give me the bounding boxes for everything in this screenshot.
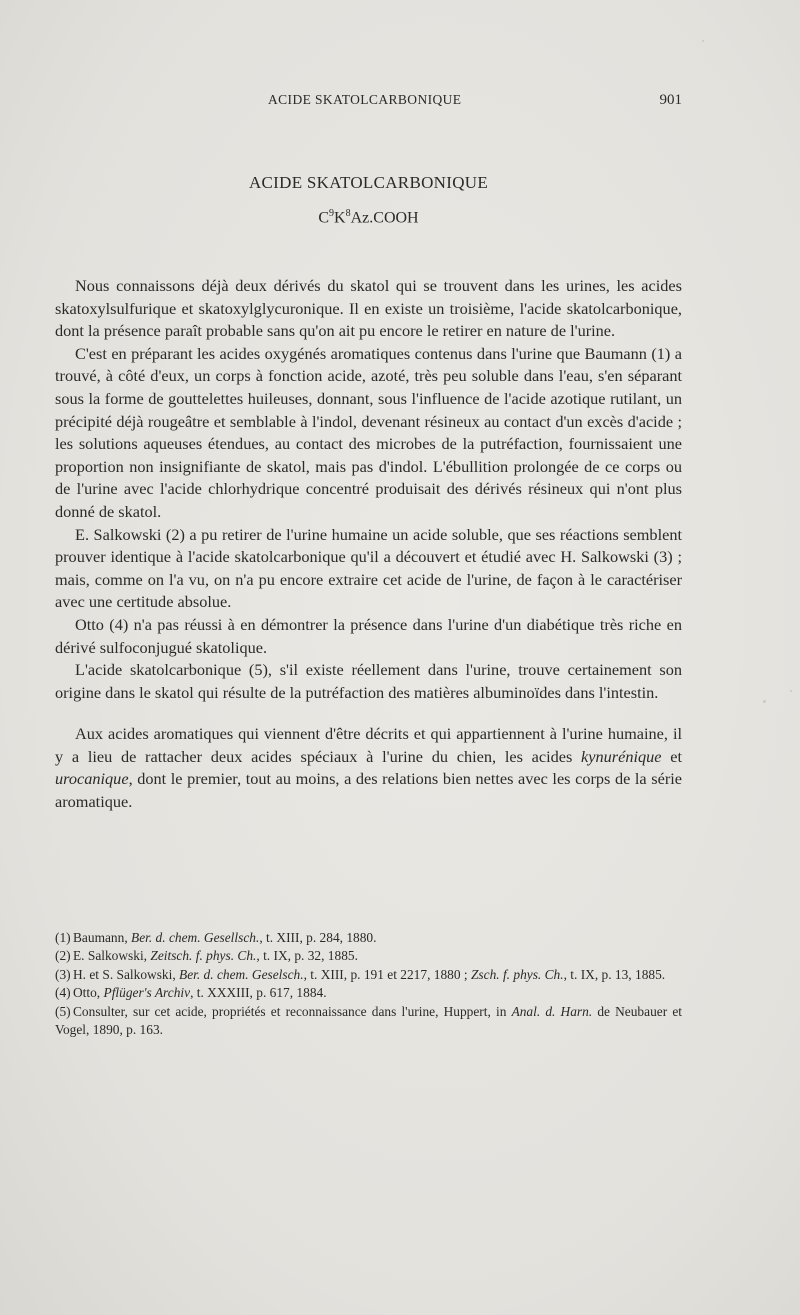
running-head-title: ACIDE SKATOLCARBONIQUE <box>268 92 462 107</box>
footnote-5: (5) Consulter, sur cet acide, propriétés et reconnaissance dans l'urine, Huppert, in Anal. d. Harn. de Neubauer et Vogel, 1890, p. 163. <box>55 1003 682 1038</box>
paragraph-2: C'est en préparant les acides oxygénés aromatiques contenus dans l'urine que Baumann (1) a trouvé, à côté d'eux, un corps à fonction acide, azoté, très peu soluble dans l'eau, s'en séparant sous la forme de gouttelettes huileuses, donnant, sous l'influence de l'acide azotique rutilant, un précipité déjà rougeâtre et semblable à l'indol, devenant résineux au contact d'un excès d'acide ; les solutions aqueuses étendues, au contact des microbes de la putréfaction, fournissaient une proportion non insignifiante de skatol, mais pas d'indol. L'ébullition prolongée de ce corps ou de l'urine avec l'acide chlorhydrique concentré produisait des dérivés résineux qui n'ont plus donné de skatol. <box>55 343 682 521</box>
article-title: ACIDE SKATOLCARBONIQUE <box>248 173 489 192</box>
footnote-3: (3) H. et S. Salkowski, Ber. d. chem. Geselsch., t. XIII, p. 191 et 2217, 1880 ; Zsch. f. phys. Ch., t. IX, p. 13, 1885. <box>55 966 666 982</box>
paragraph-5: L'acide skatolcarbonique (5), s'il existe réellement dans l'urine, trouve certainement son origine dans le skatol qui résulte de la putréfaction des matières albuminoïdes dans l'intestin. <box>55 660 682 702</box>
footnote-4: (4) Otto, Pflüger's Archiv, t. XXXIII, p. 617, 1884. <box>55 985 327 1001</box>
body-text <box>55 275 682 814</box>
paragraph-1: Nous connaissons déjà deux dérivés du skatol qui se trouvent dans les urines, les acides skatoxylsulfurique et skatoxylglycuronique. Il en existe un troisième, l'acide skatolcarbonique, dont la présence paraît probable sans qu'on ait pu encore le retirer en nature de l'urine. <box>55 276 682 341</box>
footnotes <box>55 929 682 1039</box>
running-head <box>55 92 682 112</box>
paper-speck <box>702 40 704 42</box>
paragraph-6: Aux acides aromatiques qui viennent d'être décrits et qui appartiennent à l'urine humaine, il y a lieu de rattacher deux acides spéciaux à l'urine du chien, les acides kynurénique et urocanique, dont le premier, tout au moins, a des relations bien nettes avec les corps de la série aromatique. <box>55 724 682 812</box>
paper-speck <box>790 690 792 692</box>
paragraph-4: Otto (4) n'a pas réussi à en démontrer la présence dans l'urine d'un diabétique très riche en dérivé sulfoconjugué skatolique. <box>55 614 682 657</box>
paragraph-3: E. Salkowski (2) a pu retirer de l'urine humaine un acide soluble, que ses réactions semblent prouver identique à l'acide skatolcarbonique qu'il a découvert et étudié avec H. Salkowski (3) ; mais, comme on l'a vu, on n'a pu encore extraire cet acide de l'urine, de façon à le caractériser avec une certitude absolue. <box>55 524 682 612</box>
page-number: 901 <box>659 92 682 108</box>
footnote-2: (2) E. Salkowski, Zeitsch. f. phys. Ch., t. IX, p. 32, 1885. <box>55 948 358 964</box>
chemical-formula: $C^9K^8Az.COOH$ <box>318 208 419 227</box>
footnote-1: (1) Baumann, Ber. d. chem. Gesellsch., t. XIII, p. 284, 1880. <box>55 930 377 945</box>
paper-speck <box>763 700 766 703</box>
